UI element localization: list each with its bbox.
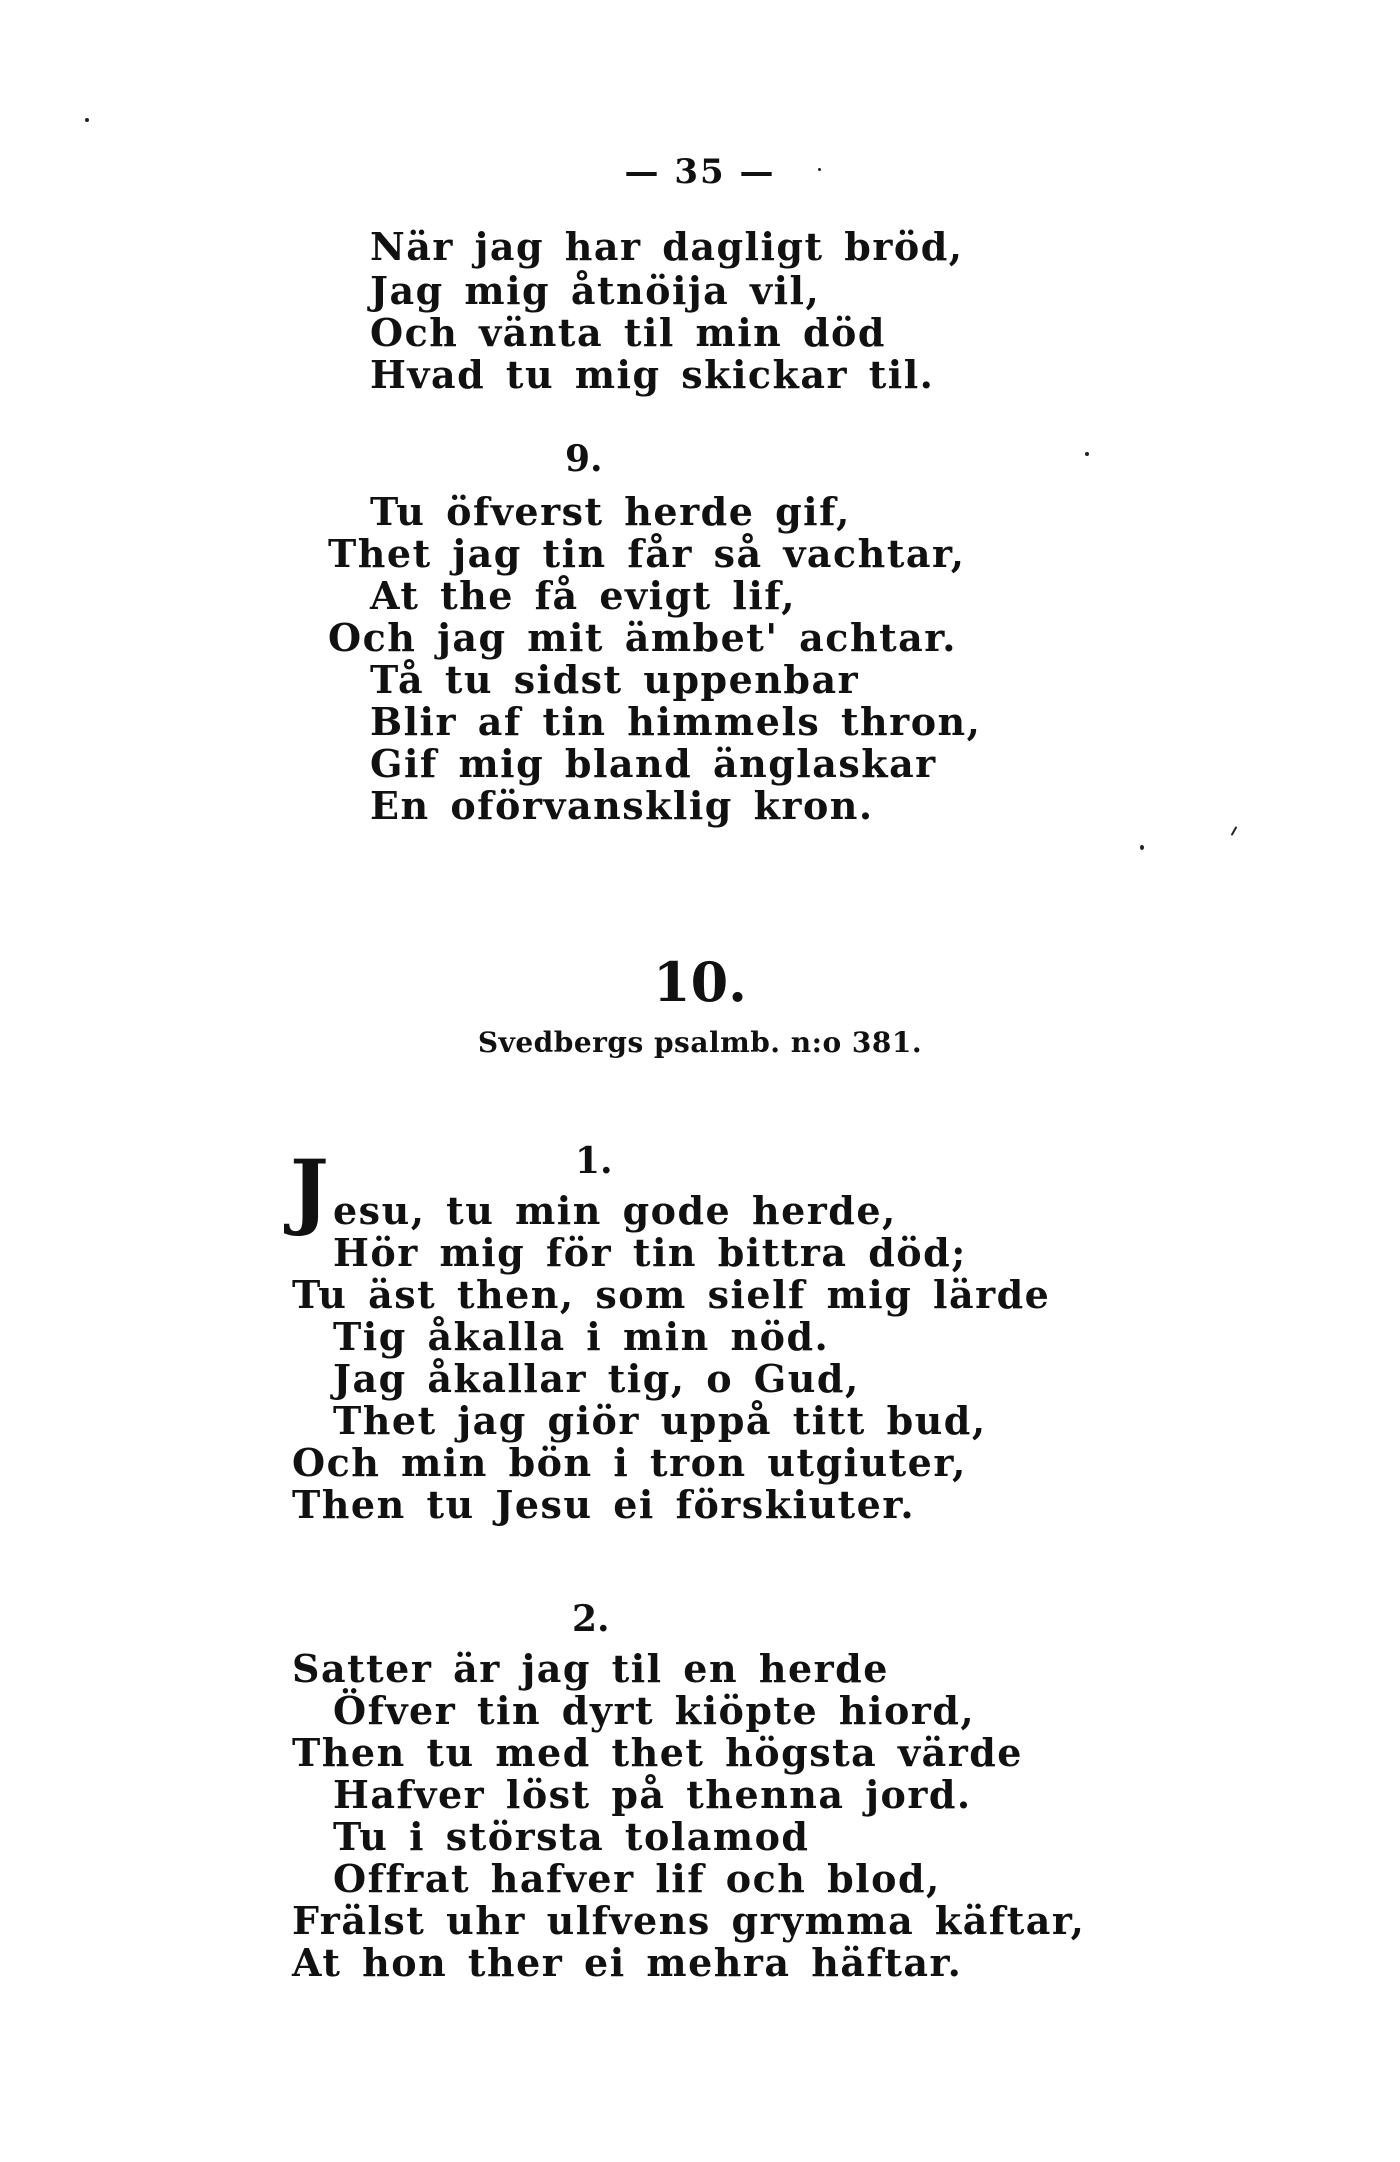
verse-line: Tå tu sidst uppenbar — [370, 657, 860, 702]
verse-line: Offrat hafver lif och blod, — [333, 1856, 941, 1901]
verse-line: Thet jag tin får så vachtar, — [328, 531, 966, 576]
stanza-number: 2. — [572, 1598, 610, 1640]
verse-line: Och min bön i tron utgiuter, — [292, 1440, 967, 1485]
verse-line: Öfver tin dyrt kiöpte hiord, — [333, 1688, 976, 1733]
verse-line: Hör mig för tin bittra död; — [333, 1230, 967, 1275]
verse-line: Blir af tin himmels thron, — [370, 699, 982, 744]
scan-speck — [1231, 826, 1238, 836]
drop-cap: J — [290, 1143, 329, 1239]
verse-line: Hvad tu mig skickar til. — [370, 352, 935, 397]
verse-line: Tu äst then, som sielf mig lärde — [292, 1272, 1051, 1317]
verse-line: At hon ther ei mehra häftar. — [292, 1940, 963, 1985]
verse-line: Then tu med thet högsta värde — [292, 1730, 1023, 1775]
verse-line: Och jag mit ämbet' achtar. — [328, 615, 958, 660]
verse-line: Och vänta til min död — [370, 310, 886, 355]
scan-speck — [1085, 452, 1089, 456]
scan-speck — [1140, 845, 1144, 850]
verse-line: Satter är jag til en herde — [292, 1646, 889, 1691]
verse-line: Frälst uhr ulfvens grymma käftar, — [292, 1898, 1086, 1943]
verse-line: Hafver löst på thenna jord. — [333, 1772, 972, 1817]
stanza-number: 9. — [565, 438, 603, 480]
verse-line: Tu öfverst herde gif, — [370, 489, 851, 534]
verse-line: Jag åkallar tig, o Gud, — [333, 1356, 860, 1401]
stanza-number: 1. — [575, 1140, 613, 1182]
verse-line: Thet jag giör uppå titt bud, — [333, 1398, 987, 1443]
hymn-source: Svedbergs psalmb. n:o 381. — [477, 1026, 923, 1059]
verse-line: esu, tu min gode herde, — [333, 1188, 897, 1233]
verse-line: Tu i största tolamod — [333, 1814, 810, 1859]
verse-line: När jag har dagligt bröd, — [370, 224, 964, 269]
scan-speck — [85, 118, 89, 122]
verse-line: Jag mig åtnöija vil, — [370, 268, 821, 313]
verse-line: En oförvansklig kron. — [370, 783, 874, 828]
page-number: — 35 — — [624, 152, 776, 192]
verse-line: Tig åkalla i min nöd. — [333, 1314, 830, 1359]
verse-line: Gif mig bland änglaskar — [370, 741, 937, 786]
scan-speck — [818, 168, 821, 171]
hymn-number: 10. — [653, 950, 747, 1014]
verse-line: Then tu Jesu ei förskiuter. — [292, 1482, 916, 1527]
verse-line: At the få evigt lif, — [370, 573, 797, 618]
